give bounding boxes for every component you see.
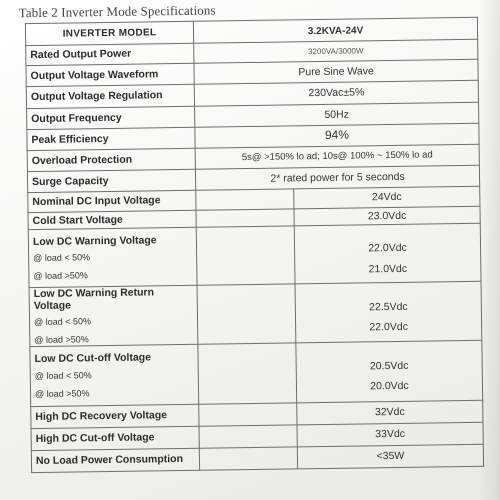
empty-cell [199,447,297,470]
row-value: 20.5Vdc [369,360,409,373]
header-model: 3.2KVA-24V [307,25,364,37]
row-value-group [295,281,482,342]
header-label: INVERTER MODEL [25,21,193,45]
row-sublabel: @ load < 50% [33,316,92,328]
row-label: Low DC Warning Voltage [32,233,157,248]
inverter-spec-table [25,17,484,473]
row-value-group [294,223,481,284]
row-label: High DC Recovery Voltage [31,404,199,428]
row-label: Output Voltage Regulation [26,84,194,108]
row-value: 50Hz [195,102,479,127]
empty-cell [199,403,297,426]
row-value: 2* rated power for 5 seconds [195,165,479,190]
row-sublabel: @ load < 50% [33,251,91,263]
table-row [30,340,483,406]
table-row [29,281,482,346]
row-value: 22.5Vdc [369,300,408,314]
empty-cell [197,284,296,344]
row-value: 22.0Vdc [369,320,408,334]
row-label: Rated Output Power [26,43,194,65]
row-label: Nominal DC Input Voltage [28,190,196,212]
row-label: No Load Power Consumption [31,448,199,472]
table-caption: Table 2 Inverter Mode Specifications [18,2,216,21]
empty-cell [196,226,295,285]
row-value: 230Vac±5% [194,80,478,106]
row-label: Cold Start Voltage [28,210,196,229]
rated-power-value: 3200VA/3000W [307,46,364,57]
row-label: High DC Cut-off Voltage [31,426,199,450]
empty-cell [198,343,297,404]
row-value: 23.0Vdc [294,206,480,226]
row-label-group [30,344,199,406]
row-label: Overload Protection [27,148,195,171]
page-shadow [480,0,500,500]
row-value: 5s@ >150% lo ad; 10s@ 100% ~ 150% lo ad [195,144,479,169]
row-value: 22.0Vdc [368,242,407,255]
empty-cell [199,425,297,448]
row-label: Low DC Warning Return Voltage [33,286,155,313]
row-sublabel: @ load >50% [34,388,90,399]
row-label: Surge Capacity [27,169,195,192]
row-value: 24Vdc [294,186,480,209]
row-label: Low DC Cut-off Voltage [34,351,152,366]
row-sublabel: @ load < 50% [34,369,92,381]
row-label-group [28,227,197,287]
row-value: <35W [297,444,483,469]
empty-cell [196,189,294,210]
spec-sheet [19,0,484,493]
row-label-group [29,285,198,346]
row-value: 20.0Vdc [370,380,409,393]
row-value: 21.0Vdc [368,262,408,275]
empty-cell [196,209,294,227]
table-row [28,223,481,287]
row-sublabel: @ load >50% [34,334,89,346]
row-label: Output Frequency [27,106,195,129]
row-label: Peak Efficiency [27,127,195,150]
row-value: Pure Sine Wave [194,59,478,84]
row-sublabel: @ load >50% [33,270,88,282]
row-value-group [296,340,483,403]
row-value: 32Vdc [297,400,483,425]
row-value: 94% [195,123,479,148]
row-value: 33Vdc [297,422,483,447]
row-label: Output Voltage Waveform [26,63,194,86]
